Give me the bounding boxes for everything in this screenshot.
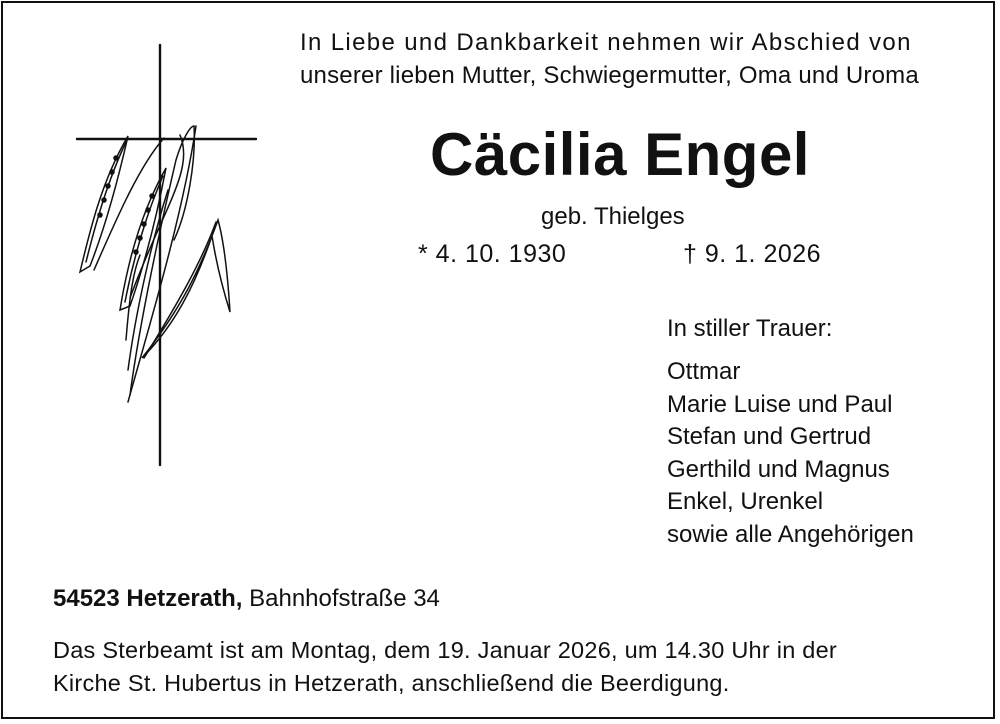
mourner-item: Enkel, Urenkel (667, 488, 824, 515)
deceased-name: Cäcilia Engel (430, 121, 810, 188)
death-date: † 9. 1. 2026 (683, 240, 822, 268)
service-line-2: Kirche St. Hubertus in Hetzerath, anschließend die Beerdigung. (53, 670, 730, 696)
birth-name: geb. Thielges (541, 203, 685, 230)
address-street: Bahnhofstraße 34 (249, 585, 440, 612)
mourners-list (667, 356, 914, 551)
mourning-heading: In stiller Trauer: (667, 315, 833, 342)
mourner-item: Marie Luise und Paul (667, 390, 893, 418)
mourner-item: Stefan und Gertrud (667, 423, 872, 450)
mourner-item: Gerthild und Magnus (667, 455, 890, 483)
intro-line-2: unserer lieben Mutter, Schwiegermutter, Oma und Uroma (300, 62, 919, 89)
intro-text (300, 26, 919, 92)
service-line-1: Das Sterbeamt ist am Montag, dem 19. Januar 2026, um 14.30 Uhr in der (53, 637, 838, 663)
address-city: 54523 Hetzerath, (53, 585, 243, 612)
mourner-item: sowie alle Angehörigen (667, 520, 914, 548)
birth-date: * 4. 10. 1930 (418, 240, 567, 268)
service-info (53, 634, 837, 700)
address (53, 585, 440, 613)
mourner-item: Ottmar (667, 358, 741, 385)
cross-with-wheat-icon (70, 40, 270, 470)
intro-line-1: In Liebe und Dankbarkeit nehmen wir Abschied von (300, 29, 912, 56)
